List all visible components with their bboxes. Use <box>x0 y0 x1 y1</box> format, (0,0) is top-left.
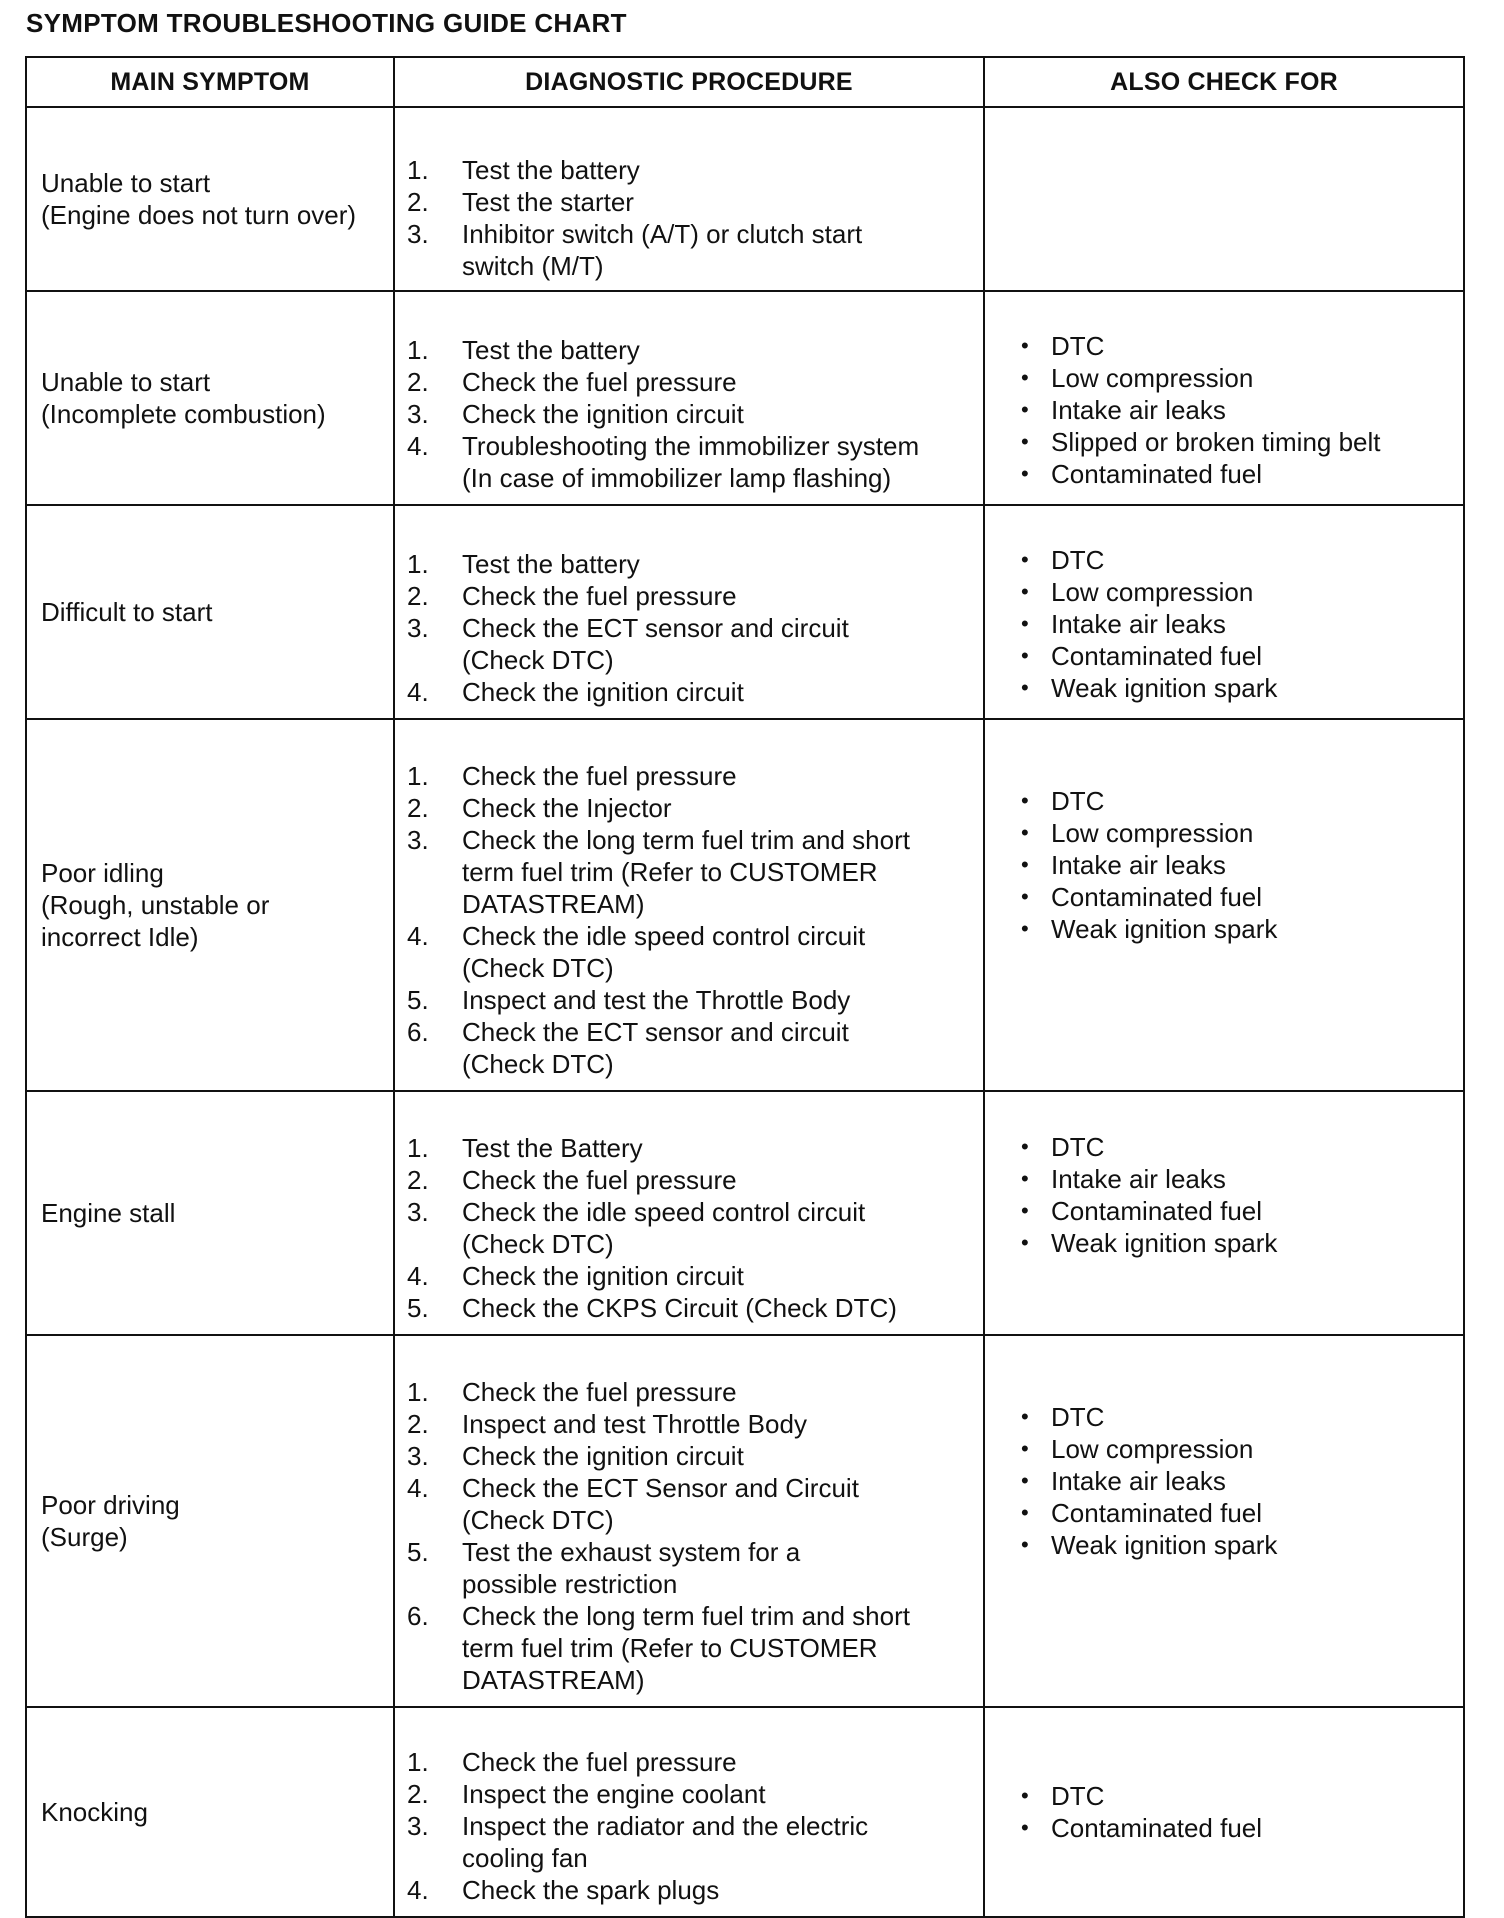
table-row <box>26 107 1464 291</box>
check-list <box>985 1131 1463 1295</box>
also-check-cell <box>984 1091 1464 1335</box>
check-item <box>1021 1433 1455 1465</box>
step-number: 4. <box>407 677 429 707</box>
step-text-line: Test the starter <box>462 187 634 217</box>
header-diagnostic-procedure: DIAGNOSTIC PROCEDURE <box>394 57 984 107</box>
symptom-cell <box>26 1707 394 1917</box>
procedure-step <box>407 760 971 792</box>
step-text <box>462 1600 971 1696</box>
step-number: 3. <box>407 613 429 643</box>
procedure-cell <box>394 107 984 291</box>
step-number: 3. <box>407 1197 429 1227</box>
procedure-step <box>407 1874 971 1906</box>
troubleshooting-table <box>25 56 1465 1918</box>
procedure-step <box>407 1292 971 1324</box>
step-number: 2. <box>407 367 429 397</box>
check-text: Weak ignition spark <box>1051 1530 1278 1560</box>
step-number: 2. <box>407 1409 429 1439</box>
step-text-line: Test the battery <box>462 549 640 579</box>
step-text <box>462 398 971 430</box>
step-text <box>462 1260 971 1292</box>
page-title: SYMPTOM TROUBLESHOOTING GUIDE CHART <box>26 8 627 38</box>
procedure-step <box>407 920 971 984</box>
bullet-icon: • <box>1021 852 1029 877</box>
step-text-line: Inspect the engine coolant <box>462 1779 766 1809</box>
step-number: 4. <box>407 1875 429 1905</box>
check-item <box>1021 913 1455 945</box>
check-text: Intake air leaks <box>1051 609 1226 639</box>
step-text-line: Check the CKPS Circuit (Check DTC) <box>462 1293 897 1323</box>
step-text <box>462 1408 971 1440</box>
step-number: 6. <box>407 1017 429 1047</box>
step-text <box>462 792 971 824</box>
step-text <box>462 1536 971 1600</box>
check-item <box>1021 394 1455 426</box>
step-text-line: Check the ignition circuit <box>462 1441 744 1471</box>
table-row <box>26 719 1464 1091</box>
step-number: 1. <box>407 761 429 791</box>
step-text-line: (Check DTC) <box>462 1049 614 1079</box>
step-number: 2. <box>407 187 429 217</box>
check-list <box>985 1780 1463 1844</box>
procedure-list <box>395 1336 983 1706</box>
check-text: DTC <box>1051 545 1105 575</box>
check-item <box>1021 1497 1455 1529</box>
procedure-step <box>407 824 971 920</box>
step-text-line: Inspect and test the Throttle Body <box>462 985 851 1015</box>
check-item <box>1021 785 1455 817</box>
check-item <box>1021 1401 1455 1433</box>
procedure-step <box>407 366 971 398</box>
check-text: Weak ignition spark <box>1051 673 1278 703</box>
procedure-step <box>407 580 971 612</box>
bullet-icon: • <box>1021 1815 1029 1840</box>
step-text <box>462 1746 971 1778</box>
check-text: DTC <box>1051 1781 1105 1811</box>
procedure-step <box>407 792 971 824</box>
step-number: 6. <box>407 1601 429 1631</box>
check-item <box>1021 576 1455 608</box>
step-number: 5. <box>407 1537 429 1567</box>
step-text <box>462 824 971 920</box>
step-number: 1. <box>407 1747 429 1777</box>
step-text-line: Inhibitor switch (A/T) or clutch start <box>462 219 863 249</box>
check-text: Intake air leaks <box>1051 1466 1226 1496</box>
symptom-line: Unable to start <box>41 367 211 397</box>
procedure-step <box>407 154 971 186</box>
step-text-line: Check the fuel pressure <box>462 1747 737 1777</box>
also-check-cell <box>984 291 1464 505</box>
procedure-step <box>407 1196 971 1260</box>
procedure-list <box>395 720 983 1090</box>
step-text-line: term fuel trim (Refer to CUSTOMER <box>462 1633 878 1663</box>
procedure-cell <box>394 1707 984 1917</box>
check-text: Intake air leaks <box>1051 850 1226 880</box>
bullet-icon: • <box>1021 1166 1029 1191</box>
procedure-step <box>407 676 971 708</box>
step-text <box>462 430 971 494</box>
check-item <box>1021 1163 1455 1195</box>
check-item <box>1021 1227 1455 1259</box>
step-text <box>462 1440 971 1472</box>
check-text: Low compression <box>1051 818 1254 848</box>
procedure-list <box>395 292 983 504</box>
table-row <box>26 1335 1464 1707</box>
step-text <box>462 1132 971 1164</box>
bullet-icon: • <box>1021 611 1029 636</box>
bullet-icon: • <box>1021 1783 1029 1808</box>
procedure-step <box>407 186 971 218</box>
step-text-line: Inspect the radiator and the electric <box>462 1811 869 1841</box>
step-number: 1. <box>407 155 429 185</box>
step-number: 3. <box>407 825 429 855</box>
step-text-line: Check the ECT sensor and circuit <box>462 1017 849 1047</box>
step-text <box>462 1196 971 1260</box>
check-item <box>1021 849 1455 881</box>
step-text-line: Check the ECT sensor and circuit <box>462 613 849 643</box>
bullet-icon: • <box>1021 675 1029 700</box>
check-text: DTC <box>1051 1132 1105 1162</box>
step-text <box>462 154 971 186</box>
check-text: DTC <box>1051 1402 1105 1432</box>
step-number: 5. <box>407 985 429 1015</box>
bullet-icon: • <box>1021 333 1029 358</box>
step-text <box>462 1472 971 1536</box>
step-text <box>462 1016 971 1080</box>
step-text-line: (Check DTC) <box>462 1229 614 1259</box>
bullet-icon: • <box>1021 547 1029 572</box>
bullet-icon: • <box>1021 1532 1029 1557</box>
check-item <box>1021 1780 1455 1812</box>
step-text <box>462 1778 971 1810</box>
step-text-line: (Check DTC) <box>462 645 614 675</box>
step-number: 1. <box>407 549 429 579</box>
also-check-cell <box>984 107 1464 291</box>
step-text-line: (Check DTC) <box>462 1505 614 1535</box>
check-list <box>985 1401 1463 1641</box>
check-text: Contaminated fuel <box>1051 459 1263 489</box>
symptom-line: Unable to start <box>41 168 211 198</box>
check-list <box>985 296 1463 500</box>
step-text-line: DATASTREAM) <box>462 1665 645 1695</box>
check-list <box>985 785 1463 1025</box>
step-text <box>462 334 971 366</box>
table-row <box>26 1091 1464 1335</box>
bullet-icon: • <box>1021 916 1029 941</box>
step-text-line: Check the ECT Sensor and Circuit <box>462 1473 859 1503</box>
step-text <box>462 676 971 708</box>
step-text-line: Test the Battery <box>462 1133 643 1163</box>
step-text <box>462 1376 971 1408</box>
step-text <box>462 612 971 676</box>
procedure-step <box>407 1132 971 1164</box>
step-text-line: Check the ignition circuit <box>462 399 744 429</box>
procedure-step <box>407 398 971 430</box>
step-text <box>462 580 971 612</box>
check-text: Low compression <box>1051 363 1254 393</box>
step-text <box>462 1292 971 1324</box>
step-text <box>462 1164 971 1196</box>
step-number: 4. <box>407 1473 429 1503</box>
step-text-line: Check the ignition circuit <box>462 1261 744 1291</box>
check-item <box>1021 640 1455 672</box>
procedure-step <box>407 430 971 494</box>
symptom-cell <box>26 1335 394 1707</box>
procedure-list <box>395 1708 983 1916</box>
step-text <box>462 548 971 580</box>
check-item <box>1021 1529 1455 1561</box>
bullet-icon: • <box>1021 1198 1029 1223</box>
header-main-symptom: MAIN SYMPTOM <box>26 57 394 107</box>
step-text <box>462 760 971 792</box>
check-item <box>1021 672 1455 704</box>
step-text-line: Inspect and test Throttle Body <box>462 1409 807 1439</box>
check-item <box>1021 330 1455 362</box>
procedure-step <box>407 984 971 1016</box>
step-number: 3. <box>407 219 429 249</box>
procedure-cell <box>394 719 984 1091</box>
also-check-cell <box>984 505 1464 719</box>
step-text <box>462 186 971 218</box>
symptom-line: (Surge) <box>41 1522 128 1552</box>
step-text-line: Check the fuel pressure <box>462 1165 737 1195</box>
procedure-list <box>395 506 983 718</box>
step-text-line: Check the long term fuel trim and short <box>462 825 910 855</box>
procedure-cell <box>394 1335 984 1707</box>
step-number: 4. <box>407 1261 429 1291</box>
step-text-line: switch (M/T) <box>462 251 604 281</box>
symptom-line: (Rough, unstable or <box>41 890 270 920</box>
check-text: DTC <box>1051 786 1105 816</box>
symptom-line: incorrect Idle) <box>41 922 199 952</box>
check-item <box>1021 426 1455 458</box>
also-check-cell <box>984 1707 1464 1917</box>
step-text-line: Check the ignition circuit <box>462 677 744 707</box>
check-item <box>1021 1812 1455 1844</box>
step-number: 3. <box>407 1811 429 1841</box>
bullet-icon: • <box>1021 788 1029 813</box>
check-text: Low compression <box>1051 577 1254 607</box>
step-text-line: Check the fuel pressure <box>462 581 737 611</box>
procedure-step <box>407 1810 971 1874</box>
bullet-icon: • <box>1021 643 1029 668</box>
check-text: Contaminated fuel <box>1051 882 1263 912</box>
step-text-line: Troubleshooting the immobilizer system <box>462 431 920 461</box>
step-number: 3. <box>407 1441 429 1471</box>
procedure-step <box>407 334 971 366</box>
step-number: 2. <box>407 793 429 823</box>
also-check-cell <box>984 719 1464 1091</box>
symptom-line: Difficult to start <box>41 597 213 627</box>
procedure-step <box>407 1408 971 1440</box>
step-number: 4. <box>407 431 429 461</box>
step-text <box>462 1810 971 1874</box>
step-text-line: cooling fan <box>462 1843 588 1873</box>
check-text: Weak ignition spark <box>1051 914 1278 944</box>
step-text <box>462 1874 971 1906</box>
check-text: Intake air leaks <box>1051 395 1226 425</box>
bullet-icon: • <box>1021 1468 1029 1493</box>
step-text-line: Test the battery <box>462 155 640 185</box>
bullet-icon: • <box>1021 429 1029 454</box>
header-also-check-for: ALSO CHECK FOR <box>984 57 1464 107</box>
step-number: 3. <box>407 399 429 429</box>
procedure-step <box>407 1164 971 1196</box>
check-item <box>1021 881 1455 913</box>
step-text <box>462 984 971 1016</box>
step-text <box>462 366 971 398</box>
table-row <box>26 291 1464 505</box>
symptom-line: Poor idling <box>41 858 164 888</box>
step-text-line: Test the exhaust system for a <box>462 1537 801 1567</box>
procedure-step <box>407 1536 971 1600</box>
bullet-icon: • <box>1021 1404 1029 1429</box>
procedure-step <box>407 1376 971 1408</box>
step-text-line: Check the spark plugs <box>462 1875 720 1905</box>
step-number: 2. <box>407 1165 429 1195</box>
also-check-cell <box>984 1335 1464 1707</box>
step-number: 4. <box>407 921 429 951</box>
check-item <box>1021 1465 1455 1497</box>
step-text-line: Check the fuel pressure <box>462 1377 737 1407</box>
check-text: Low compression <box>1051 1434 1254 1464</box>
procedure-step <box>407 1746 971 1778</box>
bullet-icon: • <box>1021 884 1029 909</box>
procedure-cell <box>394 1091 984 1335</box>
procedure-step <box>407 612 971 676</box>
check-text: Contaminated fuel <box>1051 1813 1263 1843</box>
step-text <box>462 920 971 984</box>
step-text-line: (In case of immobilizer lamp flashing) <box>462 463 892 493</box>
check-item <box>1021 608 1455 640</box>
step-text-line: Check the idle speed control circuit <box>462 921 866 951</box>
step-number: 2. <box>407 581 429 611</box>
bullet-icon: • <box>1021 365 1029 390</box>
step-text-line: Check the long term fuel trim and short <box>462 1601 910 1631</box>
procedure-step <box>407 1472 971 1536</box>
procedure-list <box>395 1092 983 1334</box>
procedure-step <box>407 548 971 580</box>
step-text-line: Check the fuel pressure <box>462 761 737 791</box>
table-body <box>26 107 1464 1917</box>
check-item <box>1021 458 1455 490</box>
step-number: 1. <box>407 1133 429 1163</box>
procedure-step <box>407 1260 971 1292</box>
procedure-step <box>407 1440 971 1472</box>
bullet-icon: • <box>1021 579 1029 604</box>
step-text-line: Check the fuel pressure <box>462 367 737 397</box>
step-number: 1. <box>407 1377 429 1407</box>
symptom-line: Engine stall <box>41 1198 176 1228</box>
procedure-step <box>407 218 971 282</box>
check-text: Contaminated fuel <box>1051 641 1263 671</box>
symptom-cell <box>26 719 394 1091</box>
check-text: Contaminated fuel <box>1051 1498 1263 1528</box>
bullet-icon: • <box>1021 1436 1029 1461</box>
procedure-step <box>407 1016 971 1080</box>
table-row <box>26 505 1464 719</box>
check-text: Intake air leaks <box>1051 1164 1226 1194</box>
step-number: 1. <box>407 335 429 365</box>
check-item <box>1021 544 1455 576</box>
step-text-line: (Check DTC) <box>462 953 614 983</box>
check-item <box>1021 817 1455 849</box>
table-row <box>26 1707 1464 1917</box>
step-text-line: Check the Injector <box>462 793 672 823</box>
step-number: 2. <box>407 1779 429 1809</box>
procedure-step <box>407 1778 971 1810</box>
check-item <box>1021 1131 1455 1163</box>
step-text-line: term fuel trim (Refer to CUSTOMER <box>462 857 878 887</box>
symptom-line: Poor driving <box>41 1490 180 1520</box>
procedure-cell <box>394 291 984 505</box>
procedure-list <box>395 108 983 290</box>
symptom-cell <box>26 1091 394 1335</box>
check-item <box>1021 362 1455 394</box>
symptom-line: (Incomplete combustion) <box>41 399 326 429</box>
procedure-cell <box>394 505 984 719</box>
step-number: 5. <box>407 1293 429 1323</box>
bullet-icon: • <box>1021 1134 1029 1159</box>
step-text-line: DATASTREAM) <box>462 889 645 919</box>
bullet-icon: • <box>1021 1230 1029 1255</box>
header-row <box>26 57 1464 107</box>
check-item <box>1021 1195 1455 1227</box>
symptom-cell <box>26 291 394 505</box>
step-text-line: Test the battery <box>462 335 640 365</box>
bullet-icon: • <box>1021 1500 1029 1525</box>
symptom-line: Knocking <box>41 1797 148 1827</box>
check-text: Weak ignition spark <box>1051 1228 1278 1258</box>
symptom-cell <box>26 505 394 719</box>
step-text <box>462 218 971 282</box>
check-text: Slipped or broken timing belt <box>1051 427 1381 457</box>
check-text: DTC <box>1051 331 1105 361</box>
symptom-line: (Engine does not turn over) <box>41 200 357 230</box>
symptom-cell <box>26 107 394 291</box>
bullet-icon: • <box>1021 397 1029 422</box>
bullet-icon: • <box>1021 820 1029 845</box>
check-list <box>985 510 1463 714</box>
step-text-line: Check the idle speed control circuit <box>462 1197 866 1227</box>
check-text: Contaminated fuel <box>1051 1196 1263 1226</box>
step-text-line: possible restriction <box>462 1569 678 1599</box>
procedure-step <box>407 1600 971 1696</box>
bullet-icon: • <box>1021 461 1029 486</box>
